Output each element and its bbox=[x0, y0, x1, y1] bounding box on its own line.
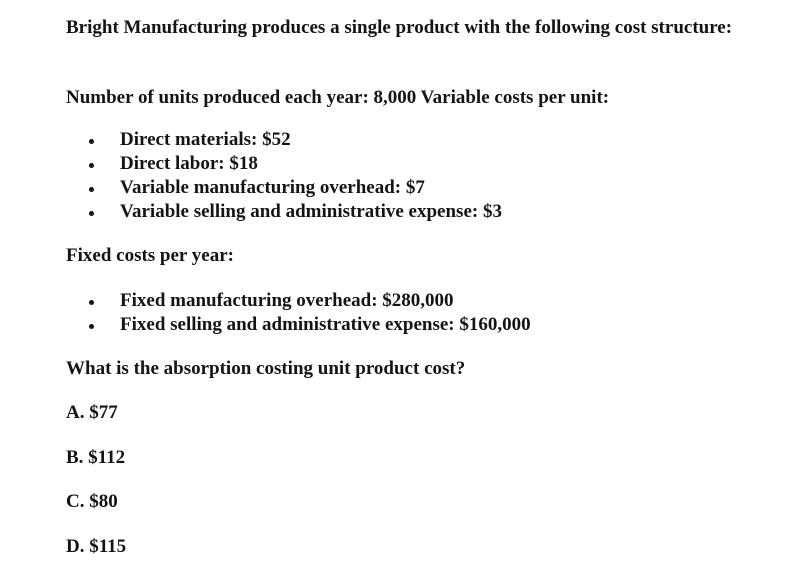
answer-option-d: D. $115 bbox=[66, 536, 127, 557]
answer-option-a: A. $77 bbox=[66, 402, 118, 423]
bullet-icon bbox=[89, 187, 94, 192]
units-produced-line: Number of units produced each year: 8,000 Variable costs per unit: bbox=[66, 87, 610, 108]
list-item-text: Fixed manufacturing overhead: $280,000 bbox=[120, 290, 454, 311]
list-item-text: Variable manufacturing overhead: $7 bbox=[120, 177, 425, 198]
bullet-icon bbox=[89, 163, 94, 168]
list-item-text: Direct labor: $18 bbox=[120, 153, 258, 174]
bullet-icon bbox=[89, 300, 94, 305]
bullet-icon bbox=[89, 211, 94, 216]
answer-option-b: B. $112 bbox=[66, 447, 126, 468]
question-prompt: What is the absorption costing unit product cost? bbox=[66, 358, 466, 379]
list-item-text: Direct materials: $52 bbox=[120, 129, 291, 150]
fixed-costs-heading: Fixed costs per year: bbox=[66, 245, 234, 266]
list-item-text: Variable selling and administrative expense: $3 bbox=[120, 201, 502, 222]
intro-paragraph: Bright Manufacturing produces a single product with the following cost structure: bbox=[66, 17, 733, 38]
answer-option-c: C. $80 bbox=[66, 491, 118, 512]
bullet-icon bbox=[89, 324, 94, 329]
list-item-text: Fixed selling and administrative expense: $160,000 bbox=[120, 314, 531, 335]
bullet-icon bbox=[89, 139, 94, 144]
